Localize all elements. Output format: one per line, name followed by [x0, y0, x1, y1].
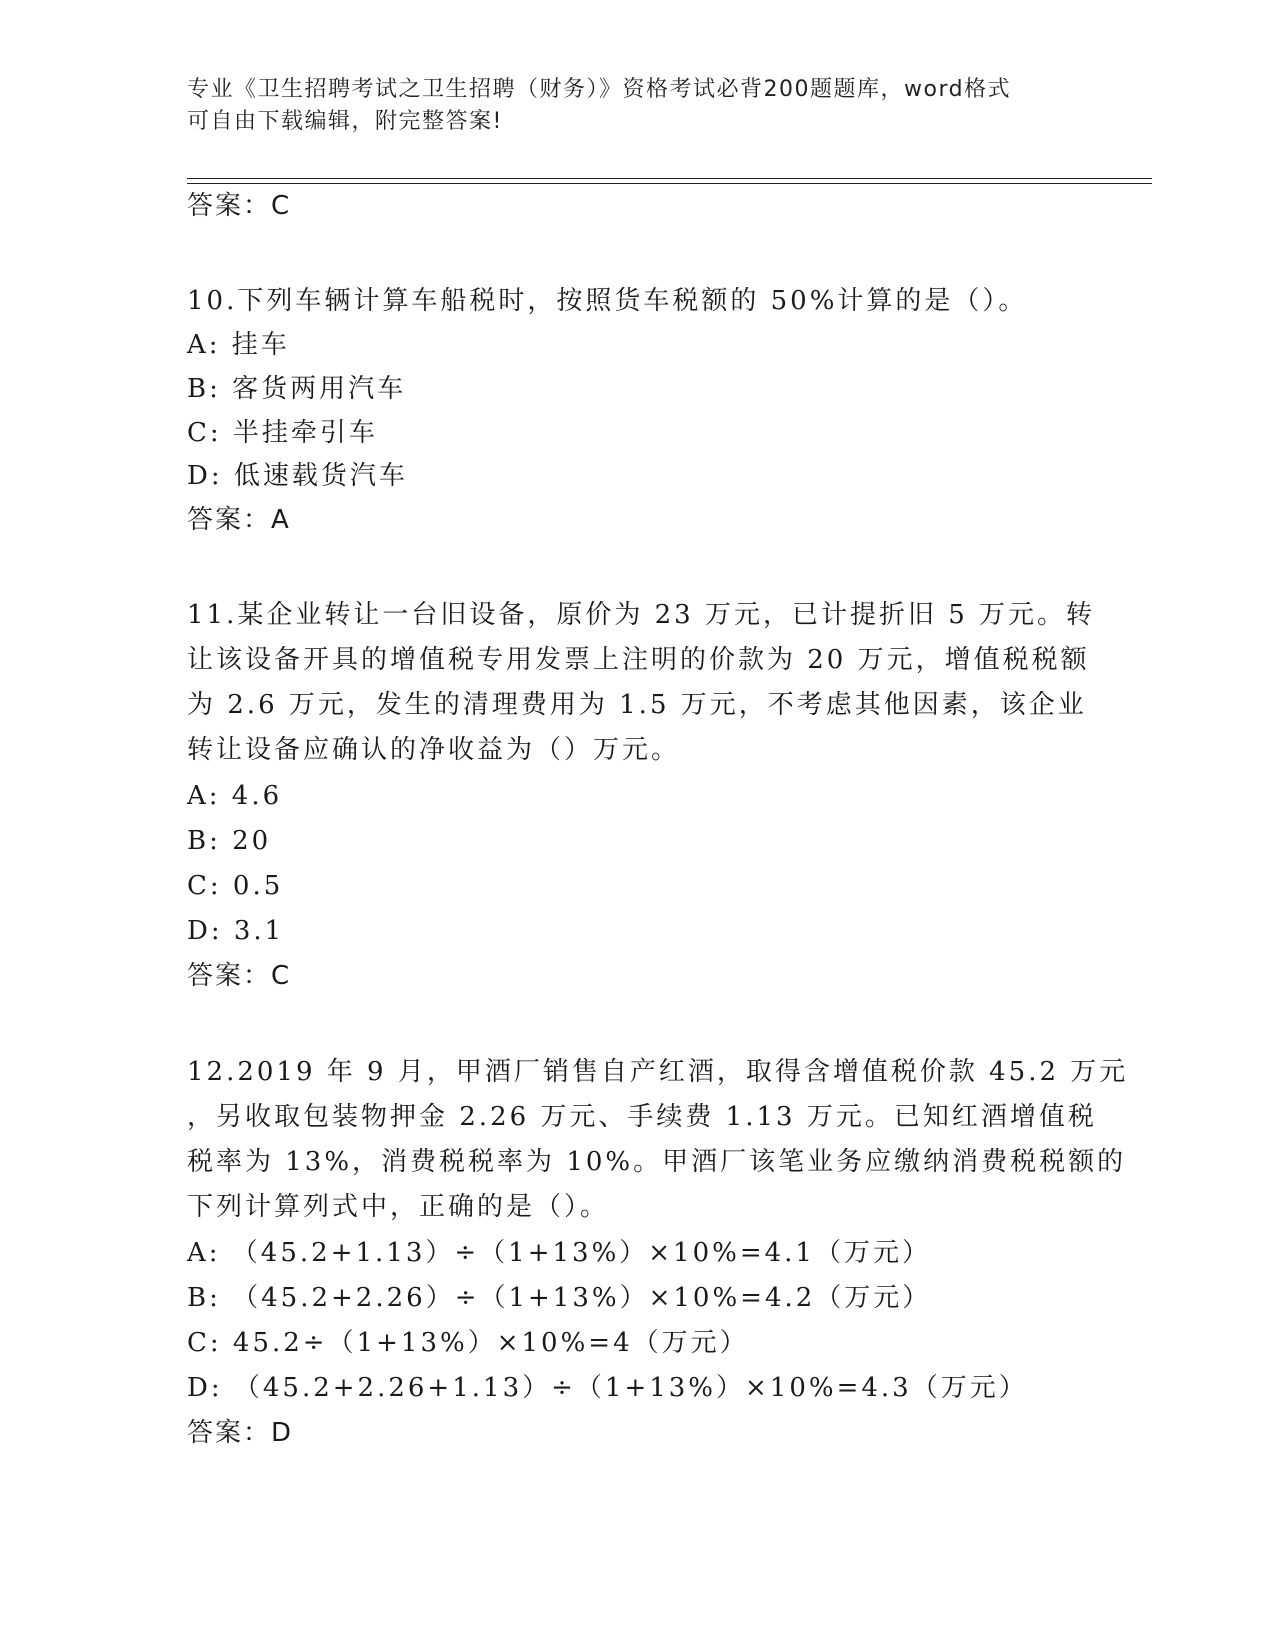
q11-option-b: B: 20 — [187, 826, 272, 856]
header-divider-top — [187, 178, 1152, 179]
q10-option-b: B: 客货两用汽车 — [187, 374, 407, 404]
page-header — [187, 74, 1077, 138]
q10-option-d: D: 低速载货汽车 — [187, 461, 408, 491]
q11-stem-line-2: 让该设备开具的增值税专用发票上注明的价款为 20 万元，增值税税额 — [187, 645, 1090, 675]
q11-option-d: D: 3.1 — [187, 916, 285, 946]
q10-option-a: A: 挂车 — [187, 330, 290, 360]
q12-stem-line-2: ，另收取包装物押金 2.26 万元、手续费 1.13 万元。已知红酒增值税 — [187, 1102, 1097, 1132]
q10-stem-line-1: 10.下列车辆计算车船税时，按照货车税额的 50%计算的是（）。 — [187, 286, 1028, 316]
q12-answer: 答案：D — [187, 1418, 294, 1448]
q12-option-a: A: （45.2+1.13）÷（1+13%）×10%=4.1（万元） — [187, 1238, 931, 1268]
q12-option-d: D: （45.2+2.26+1.13）÷（1+13%）×10%=4.3（万元） — [187, 1373, 1028, 1403]
q12-stem-line-3: 税率为 13%，消费税税率为 10%。甲酒厂该笔业务应缴纳消费税税额的 — [187, 1147, 1127, 1177]
previous-answer: 答案：C — [187, 191, 292, 221]
header-divider-bottom — [187, 183, 1152, 184]
q12-option-b: B: （45.2+2.26）÷（1+13%）×10%=4.2（万元） — [187, 1283, 932, 1313]
q11-stem-line-3: 为 2.6 万元，发生的清理费用为 1.5 万元，不考虑其他因素，该企业 — [187, 690, 1087, 720]
header-line-2: 可自由下载编辑，附完整答案! — [187, 109, 503, 134]
q11-stem-line-1: 11.某企业转让一台旧设备，原价为 23 万元，已计提折旧 5 万元。转 — [187, 600, 1096, 630]
q10-option-c: C: 半挂牵引车 — [187, 418, 378, 448]
q11-option-a: A: 4.6 — [187, 781, 283, 811]
q12-stem-line-4: 下列计算列式中，正确的是（）。 — [187, 1192, 610, 1222]
header-line-1: 专业《卫生招聘考试之卫生招聘（财务）》资格考试必背200题题库，word格式 — [187, 77, 1012, 102]
q11-stem-line-4: 转让设备应确认的净收益为（）万元。 — [187, 735, 681, 765]
q12-option-c: C: 45.2÷（1+13%）×10%=4（万元） — [187, 1328, 749, 1358]
q12-stem-line-1: 12.2019 年 9 月，甲酒厂销售自产红酒，取得含增值税价款 45.2 万元 — [187, 1057, 1129, 1087]
q11-answer: 答案：C — [187, 961, 292, 991]
q11-option-c: C: 0.5 — [187, 871, 284, 901]
q10-answer: 答案：A — [187, 505, 291, 535]
